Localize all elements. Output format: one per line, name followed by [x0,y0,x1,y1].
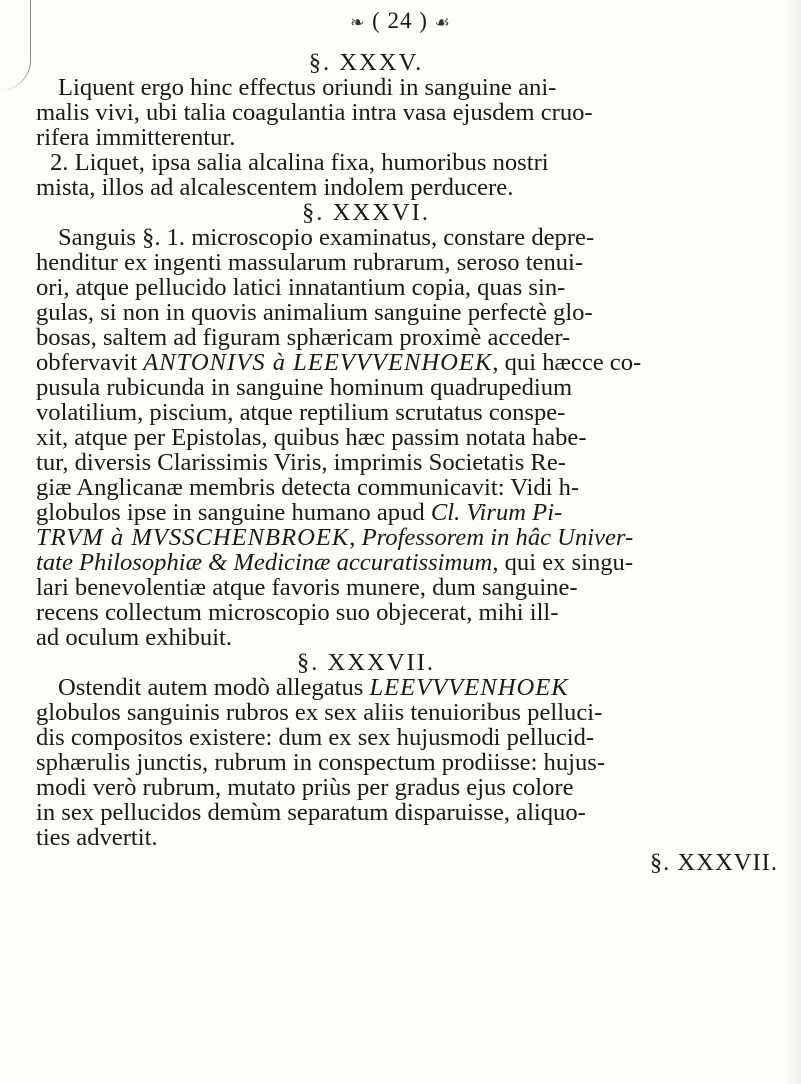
text-line: 2. Liquet, ipsa salia alcalina fixa, humoribus nostri [50,149,549,176]
page-body [36,50,796,875]
text-line: Sanguis §. 1. microscopio examinatus, constare depre- [58,224,595,251]
text-line [36,675,796,700]
text-line [36,350,796,375]
text-line: henditur ex ingenti massularum rubrarum, seroso tenui- [36,249,584,276]
text-line: globulos sanguinis rubros ex sex aliis tenuioribus pelluci- [36,699,603,726]
author-name: ANTONIVS à LEEVVVENHOEK [143,349,493,376]
text-line [36,550,796,575]
text-line: Liquent ergo hinc effectus oriundi in sanguine ani- [58,74,557,101]
text-line: bosas, saltem ad figuram sphæricam proximè acceder- [36,324,571,351]
text-line: giæ Anglicanæ membris detecta communicavit: Vidi h- [36,474,580,501]
text-line: ori, atque pellucido latici innatantium copia, quas sin- [36,274,566,301]
text-line: ties advertit. [36,824,158,851]
text-line: rifera immitterentur. [36,124,236,151]
text-line: lari benevolentiæ atque favoris munere, dum sanguine- [36,574,578,601]
page-header [0,8,801,34]
text-line: ad oculum exhibuit. [36,624,233,651]
text-line [36,525,796,550]
text-segment: Ostendit autem modò allegatus [58,674,370,701]
text-line: recens collectum microscopio suo objecerat, mihi ill- [36,599,559,626]
text-line: in sex pellucidos demùm separatum disparuisse, aliquo- [36,799,586,826]
author-name: LEEVVVENHOEK [369,674,569,701]
text-line: sphærulis junctis, rubrum in conspectum prodiisse: hujus- [36,749,606,776]
text-line: pusula rubicunda in sanguine hominum quadrupedium [36,374,573,401]
section-heading-xxxvi: §. XXXVI. [302,199,430,226]
text-segment: obfervavit [36,349,144,376]
text-line: malis vivi, ubi talia coagulantia intra vasa ejusdem cruo- [36,99,593,126]
text-line: modi verò rubrum, mutato priùs per gradus ejus colore [36,774,574,801]
text-segment: , qui hæcce co- [492,349,642,376]
section-heading-xxxvii: §. XXXVII. [296,649,436,676]
text-segment: globulos ipse in sanguine humano apud [36,499,431,526]
faculty-name: tate Philosophiæ & Medicinæ accuratissimum [36,549,493,576]
text-segment: , qui ex singu- [492,549,634,576]
catchword: §. XXXVII. [649,849,778,876]
text-line: gulas, si non in quovis animalium sanguine perfectè glo- [36,299,593,326]
section-heading-xxxv: §. XXXV. [308,49,424,76]
text-line: xit, atque per Epistolas, quibus hæc passim notata habe- [36,424,587,451]
person-role: Professorem in hâc Univer- [361,524,634,551]
person-title: Cl. Virum Pi- [430,499,563,526]
text-segment: , [349,524,362,551]
text-line: tur, diversis Clarissimis Viris, imprimis Societatis Re- [36,449,566,476]
page-number: ( 24 ) [372,8,428,33]
text-line [36,500,796,525]
person-name: TRVM à MVSSCHENBROEK [36,524,350,551]
text-line: mista, illos ad alcalescentem indolem perducere. [36,174,514,201]
ornament-left-icon: ❧ [350,13,366,32]
text-line: dis compositos existere: dum ex sex hujusmodi pellucid- [36,724,595,751]
text-line: volatilium, piscium, atque reptilium scrutatus conspe- [36,399,566,426]
ornament-right-icon: ☙ [434,13,451,32]
